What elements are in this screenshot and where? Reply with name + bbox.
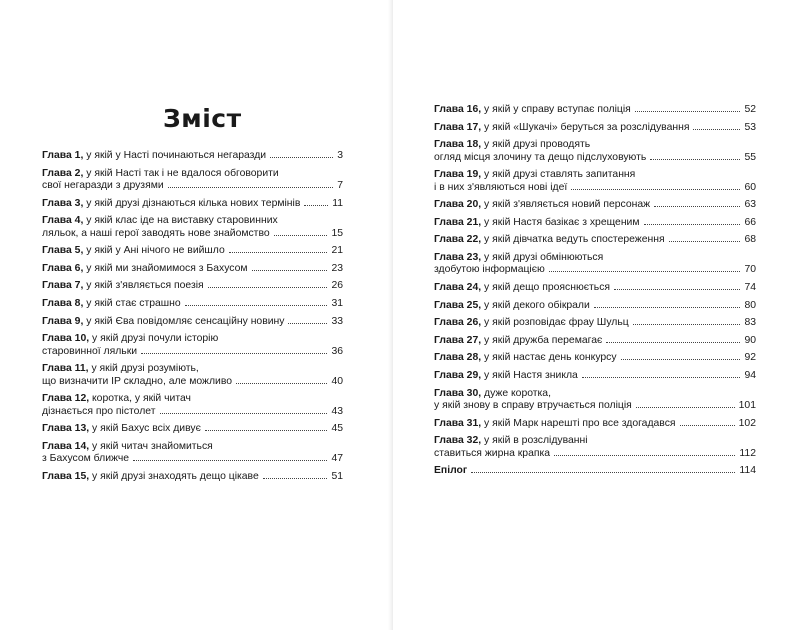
dot-leader [185,305,328,306]
page-number: 80 [744,299,756,311]
dot-leader [549,271,741,272]
chapter-title-text: ляльок, а наші герої заводять нове знайомство [42,227,270,239]
toc-entry-text [42,441,213,452]
dot-leader [263,478,328,479]
toc-entry-line [434,317,756,329]
chapter-title-text: у якій Настя зникла [484,369,578,381]
toc-entry [434,252,756,277]
page-number: 83 [744,317,756,329]
chapter-title-text: у якій друзі дізнаються кілька нових термінів [86,197,301,209]
toc-entry-text [434,418,676,430]
toc-entry-line [434,182,756,194]
dot-leader [168,187,334,188]
toc-entry-text [434,465,467,477]
chapter-title-text: у якій Єва повідомляє сенсаційну новину [86,315,285,327]
dot-leader [680,425,735,426]
page-number: 112 [739,447,756,459]
toc-entry-text [434,152,646,164]
chapter-label: Глава 15, [42,470,90,482]
chapter-label: Глава 18, [434,139,482,151]
toc-entry-text [42,245,225,257]
toc-entry-text [42,198,300,210]
chapter-title-text: у якій настає день конкурсу [484,352,617,364]
chapter-title-text: у якій друзі проводять [484,139,591,151]
chapter-title-text: дуже коротка, [484,387,551,399]
dot-leader [288,323,327,324]
toc-entry-line [434,122,756,134]
toc-entry-text [42,406,156,418]
toc-entry-line [42,423,343,435]
chapter-title-text: у якій з'являється новий персонаж [484,199,651,211]
toc-entry-line [434,282,756,294]
toc-entry-text [42,280,204,292]
toc-entry [42,150,343,162]
chapter-title-text: у якій читач знайомиться [92,440,213,452]
toc-entry-text [434,400,632,412]
toc-entry-text [434,122,689,134]
dot-leader [208,287,328,288]
toc-entry-line [42,316,343,328]
toc-entry-text [42,263,248,275]
toc-entry-line [42,298,343,310]
toc-entry-line [42,376,343,388]
toc-entry [434,104,756,116]
chapter-label: Глава 12, [42,393,90,405]
toc-entry-text [434,317,629,329]
toc-entry-text [42,316,284,328]
toc-entry-line [434,252,756,264]
chapter-label: Глава 17, [434,121,482,133]
dot-leader [654,206,740,207]
toc-entry-line [42,168,343,180]
page-number: 21 [331,245,343,257]
chapter-title-text: коротка, у якій читач [92,393,191,405]
dot-leader [133,460,327,461]
toc-entry [42,423,343,435]
toc-entry [42,215,343,240]
toc-entry-line [42,215,343,227]
dot-leader [270,157,333,158]
toc-entry [42,298,343,310]
chapter-label: Глава 13, [42,423,90,435]
chapter-title-text: у якій Марк нарешті про все здогадався [484,417,676,429]
toc-entry-line [434,400,756,412]
chapter-title-text: у якій дещо прояснюється [484,281,611,293]
toc-entry [434,418,756,430]
page-number: 101 [738,399,756,411]
toc-entry-line [434,217,756,229]
toc-entry-text [42,150,266,162]
toc-entry-line [42,150,343,162]
page-number: 66 [744,216,756,228]
toc-entry-line [434,465,756,477]
dot-leader [635,111,741,112]
toc-entry-line [434,169,756,181]
toc-entry-text [42,471,259,483]
dot-leader [621,359,741,360]
toc-entry-line [42,245,343,257]
toc-entry-text [434,335,602,347]
toc-entry-text [42,168,279,179]
dot-leader [229,252,328,253]
chapter-label: Глава 9, [42,315,84,327]
chapter-label: Глава 31, [434,417,482,429]
chapter-title-text: у якій Насті так і не вдалося обговорити [86,167,279,179]
chapter-title-text: і в них з'являються нові ідеї [434,181,568,193]
toc-list-right [434,104,756,483]
dot-leader [252,270,328,271]
toc-entry [42,393,343,418]
toc-entry-line [434,388,756,400]
toc-entry [434,122,756,134]
page-number: 43 [331,405,343,417]
toc-entry-text [434,264,545,276]
toc-entry [42,333,343,358]
chapter-label: Глава 16, [434,104,482,115]
chapter-label: Глава 5, [42,245,84,257]
toc-entry-text [434,234,665,246]
dot-leader [650,159,740,160]
page-number: 3 [337,150,343,161]
page-number: 55 [744,151,756,163]
chapter-title-text: що визначити IP складно, але можливо [42,375,233,387]
page-number: 102 [738,417,756,429]
chapter-title-text: у якій «Шукачі» беруться за розслідування [484,121,690,133]
toc-entry-line [434,234,756,246]
chapter-title-text: у якій у Ані нічого не вийшло [86,245,225,257]
chapter-title-text: у якій Настя базікає з хрещеним [484,216,640,228]
toc-entry-text [434,169,635,180]
chapter-label: Глава 30, [434,387,482,399]
chapter-label: Глава 19, [434,169,482,181]
toc-entry [434,370,756,382]
chapter-title-text: у якій друзі почули історію [92,333,219,345]
dot-leader [571,189,740,190]
toc-entry-text [434,182,567,194]
page-number: 11 [332,197,343,209]
toc-entry-line [434,264,756,276]
toc-entry [42,441,343,466]
chapter-title-text: у якій друзі розуміють, [91,363,199,375]
dot-leader [160,413,328,414]
dot-leader [693,129,740,130]
page-number: 36 [331,345,343,357]
dot-leader [614,289,740,290]
page-number: 114 [739,465,756,477]
chapter-title-text: у якій друзі ставлять запитання [484,169,636,181]
page-number: 63 [744,199,756,211]
toc-entry [42,280,343,292]
page-number: 68 [744,234,756,246]
chapter-label: Епілог [434,465,468,477]
toc-entry-text [42,376,232,388]
page-number: 90 [744,334,756,346]
toc-entry [42,316,343,328]
toc-entry-line [42,228,343,240]
toc-entry [42,471,343,483]
chapter-label: Глава 32, [434,435,482,447]
chapter-label: Глава 14, [42,440,90,452]
toc-entry-text [434,252,603,263]
page-number: 40 [331,375,343,387]
toc-entry [434,300,756,312]
toc-entry-text [434,104,631,116]
toc-list-left [42,150,343,488]
chapter-title-text: старовинної ляльки [42,345,138,357]
chapter-label: Глава 11, [42,363,89,375]
chapter-label: Глава 22, [434,234,482,246]
chapter-title-text: у якій розповідає фрау Шульц [484,317,629,329]
toc-entry-text [434,352,617,364]
page-number: 70 [744,264,756,276]
toc-entry-text [434,282,610,294]
toc-entry-text [42,333,218,344]
toc-entry-line [434,352,756,364]
page-number: 15 [331,227,343,239]
toc-entry-line [434,418,756,430]
chapter-title-text: здобутою інформацією [434,264,545,276]
toc-entry-line [434,300,756,312]
chapter-title-text: у якій дружба перемагає [484,334,603,346]
toc-entry [434,169,756,194]
chapter-label: Глава 7, [42,280,84,292]
toc-entry-line [434,104,756,116]
chapter-title-text: у якій знову в справу втручається поліція [434,399,632,411]
toc-entry-text [42,393,191,404]
toc-entry [434,217,756,229]
left-page [0,0,392,630]
toc-entry-line [42,471,343,483]
dot-leader [304,205,328,206]
dot-leader [236,383,327,384]
chapter-label: Глава 6, [42,262,84,274]
toc-entry [434,352,756,364]
toc-entry [434,317,756,329]
chapter-title-text: у якій у Насті починаються негаразди [86,150,267,161]
page-number: 60 [744,181,756,193]
chapter-label: Глава 2, [42,167,84,179]
dot-leader [582,377,741,378]
chapter-title-text: у якій дівчатка ведуть спостереження [484,234,665,246]
toc-entry [42,363,343,388]
chapter-label: Глава 23, [434,251,482,263]
dot-leader [554,455,735,456]
dot-leader [274,235,328,236]
chapter-title-text: з Бахусом ближче [42,453,130,465]
toc-entry [434,199,756,211]
toc-entry-line [42,346,343,358]
toc-entry-line [434,435,756,447]
toc-entry-line [434,335,756,347]
chapter-label: Глава 28, [434,352,482,364]
dot-leader [644,224,741,225]
toc-entry-line [42,393,343,405]
chapter-title-text: у якій друзі знаходять дещо цікаве [92,470,259,482]
toc-entry-text [434,199,650,211]
toc-entry [434,139,756,164]
chapter-title-text: свої негаразди з друзями [42,180,164,191]
toc-entry-line [42,180,343,192]
toc-entry-text [42,215,278,226]
dot-leader [594,307,741,308]
chapter-label: Глава 26, [434,317,482,329]
toc-entry [42,198,343,210]
chapter-title-text: у якій в розслідуванні [484,435,588,447]
toc-entry [42,245,343,257]
page-number: 92 [744,352,756,364]
toc-entry [434,282,756,294]
chapter-title-text: у якій Бахус всіх дивує [92,423,201,435]
page-number: 26 [331,280,343,292]
toc-entry-line [42,441,343,453]
page-number: 51 [331,470,343,482]
chapter-label: Глава 27, [434,334,482,346]
dot-leader [636,407,735,408]
chapter-label: Глава 10, [42,333,90,345]
toc-entry-line [434,448,756,460]
toc-entry-text [42,363,199,374]
toc-entry-line [42,333,343,345]
toc-entry-text [434,448,550,460]
toc-entry-text [42,346,137,358]
chapter-title-text: у якій у справу вступає поліція [484,104,631,115]
toc-entry-text [42,453,129,465]
toc-entry-text [434,139,590,150]
chapter-label: Глава 20, [434,199,482,211]
dot-leader [141,353,327,354]
chapter-title-text: у якій з'являється поезія [86,280,204,292]
chapter-label: Глава 3, [42,197,84,209]
page-number: 31 [331,297,343,309]
toc-entry-line [434,370,756,382]
chapter-title-text: огляд місця злочину та дещо підслуховують [434,151,647,163]
toc-entry-text [434,435,588,446]
dot-leader [471,472,735,473]
toc-entry-text [42,180,164,192]
dot-leader [669,241,741,242]
toc-entry [434,234,756,246]
chapter-title-text: у якій стає страшно [86,297,181,309]
right-page [393,0,785,630]
page-number: 47 [331,453,343,465]
toc-entry [42,263,343,275]
chapter-title-text: у якій декого обікрали [484,299,590,311]
page-title: Зміст [163,104,242,133]
chapter-title-text: у якій клас іде на виставку старовинних [86,215,278,227]
chapter-label: Глава 21, [434,216,482,228]
dot-leader [205,430,328,431]
toc-entry [434,388,756,413]
toc-entry-text [42,228,270,240]
toc-entry-line [434,152,756,164]
toc-entry [434,335,756,347]
toc-entry [434,465,756,477]
toc-entry [434,435,756,460]
toc-entry-line [42,406,343,418]
toc-entry-line [42,280,343,292]
page-number: 74 [744,281,756,293]
toc-entry-text [434,300,590,312]
toc-entry-text [434,370,578,382]
toc-entry-text [42,423,201,435]
toc-entry-text [434,217,640,229]
chapter-label: Глава 8, [42,297,84,309]
page-number: 94 [744,369,756,381]
chapter-label: Глава 1, [42,150,84,161]
toc-entry-line [42,453,343,465]
chapter-label: Глава 29, [434,369,482,381]
page-number: 33 [331,315,343,327]
chapter-title-text: ставиться жирна крапка [434,447,551,459]
chapter-title-text: дізнається про пістолет [42,405,156,417]
dot-leader [606,342,740,343]
toc-entry-line [434,199,756,211]
page-number: 7 [337,180,343,191]
toc-entry-line [42,198,343,210]
toc-entry-line [42,263,343,275]
page-number: 45 [331,423,343,435]
chapter-label: Глава 25, [434,299,482,311]
toc-entry-line [434,139,756,151]
page-number: 53 [744,121,756,133]
chapter-title-text: у якій друзі обмінюються [484,251,604,263]
toc-entry [42,168,343,193]
chapter-label: Глава 4, [42,215,84,227]
toc-entry-text [42,298,181,310]
page-number: 23 [331,262,343,274]
toc-entry-line [42,363,343,375]
chapter-title-text: у якій ми знайомимося з Бахусом [86,262,248,274]
chapter-label: Глава 24, [434,281,482,293]
page-number: 52 [744,104,756,115]
toc-entry-text [434,388,551,399]
dot-leader [633,324,741,325]
